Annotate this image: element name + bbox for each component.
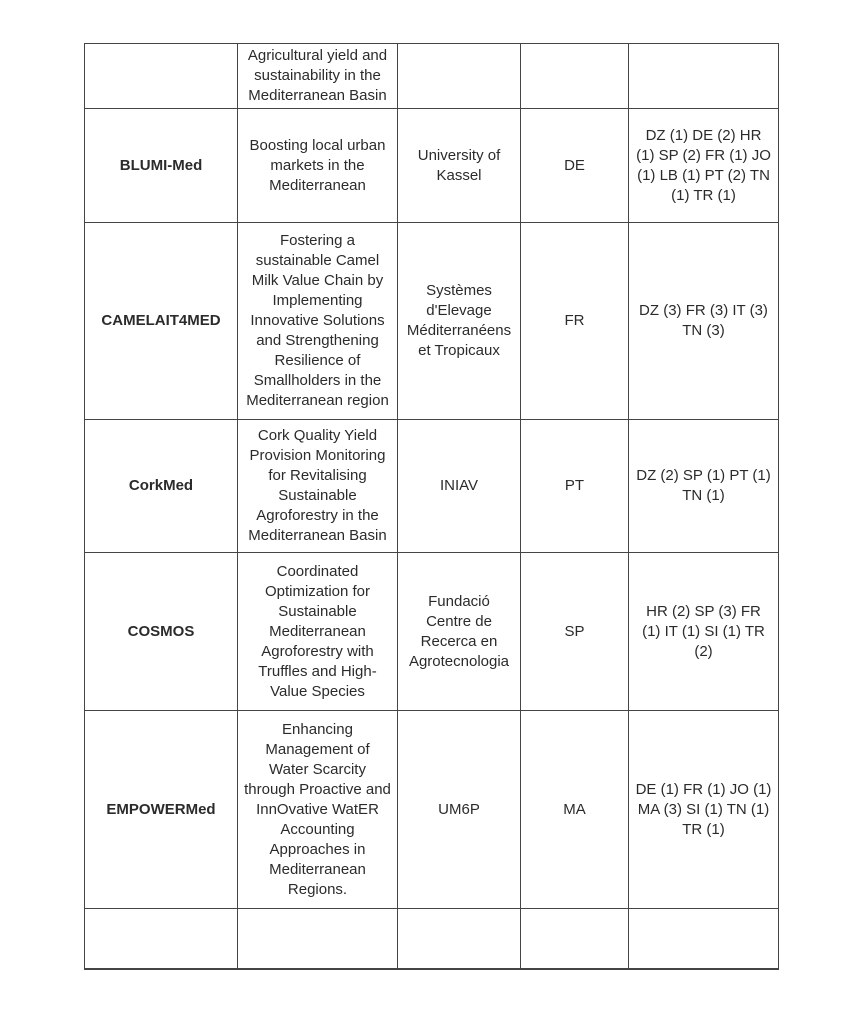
cell-acronym: CAMELAIT4MED <box>85 223 238 420</box>
projects-table <box>84 43 779 970</box>
cell-country: SP <box>521 553 629 711</box>
cell-project-title: Boosting local urban markets in the Mediterranean <box>238 109 398 223</box>
cell-acronym: CorkMed <box>85 420 238 553</box>
cell-country <box>521 909 629 969</box>
cell-project-title <box>238 909 398 969</box>
cell-project-title: Cork Quality Yield Provision Monitoring for Revitalising Sustainable Agroforestry in the Mediterranean Basin <box>238 420 398 553</box>
cell-institution <box>398 909 521 969</box>
cell-partner-countries: HR (2) SP (3) FR (1) IT (1) SI (1) TR (2) <box>629 553 779 711</box>
table-row <box>85 711 779 909</box>
cell-acronym: BLUMI-Med <box>85 109 238 223</box>
table-row <box>85 420 779 553</box>
cell-institution: UM6P <box>398 711 521 909</box>
cell-institution: Fundació Centre de Recerca en Agrotecnologia <box>398 553 521 711</box>
cell-partner-countries <box>629 909 779 969</box>
cell-acronym <box>85 44 238 109</box>
cell-institution: INIAV <box>398 420 521 553</box>
cell-partner-countries: DE (1) FR (1) JO (1) MA (3) SI (1) TN (1) TR (1) <box>629 711 779 909</box>
cell-project-title: Fostering a sustainable Camel Milk Value Chain by Implementing Innovative Solutions and Strengthening Resilience of Smallholders in the Mediterranean region <box>238 223 398 420</box>
cell-project-title: Coordinated Optimization for Sustainable Mediterranean Agroforestry with Truffles and High-Value Species <box>238 553 398 711</box>
table-row <box>85 909 779 969</box>
table-row <box>85 109 779 223</box>
cell-partner-countries: DZ (3) FR (3) IT (3) TN (3) <box>629 223 779 420</box>
table-row <box>85 44 779 109</box>
cell-country <box>521 44 629 109</box>
cell-partner-countries: DZ (1) DE (2) HR (1) SP (2) FR (1) JO (1) LB (1) PT (2) TN (1) TR (1) <box>629 109 779 223</box>
cell-country: MA <box>521 711 629 909</box>
cell-country: DE <box>521 109 629 223</box>
cell-institution: Systèmes d'Elevage Méditerranéens et Tropicaux <box>398 223 521 420</box>
cell-acronym: COSMOS <box>85 553 238 711</box>
cell-institution: University of Kassel <box>398 109 521 223</box>
cell-partner-countries: DZ (2) SP (1) PT (1) TN (1) <box>629 420 779 553</box>
cell-institution <box>398 44 521 109</box>
cell-country: FR <box>521 223 629 420</box>
cell-partner-countries <box>629 44 779 109</box>
table-row <box>85 223 779 420</box>
cell-project-title: Enhancing Management of Water Scarcity through Proactive and InnOvative WatER Accounting Approaches in Mediterranean Regions. <box>238 711 398 909</box>
cell-country: PT <box>521 420 629 553</box>
cell-project-title: Agricultural yield and sustainability in the Mediterranean Basin <box>238 44 398 109</box>
table-row <box>85 553 779 711</box>
cell-acronym: EMPOWERMed <box>85 711 238 909</box>
cell-acronym <box>85 909 238 969</box>
